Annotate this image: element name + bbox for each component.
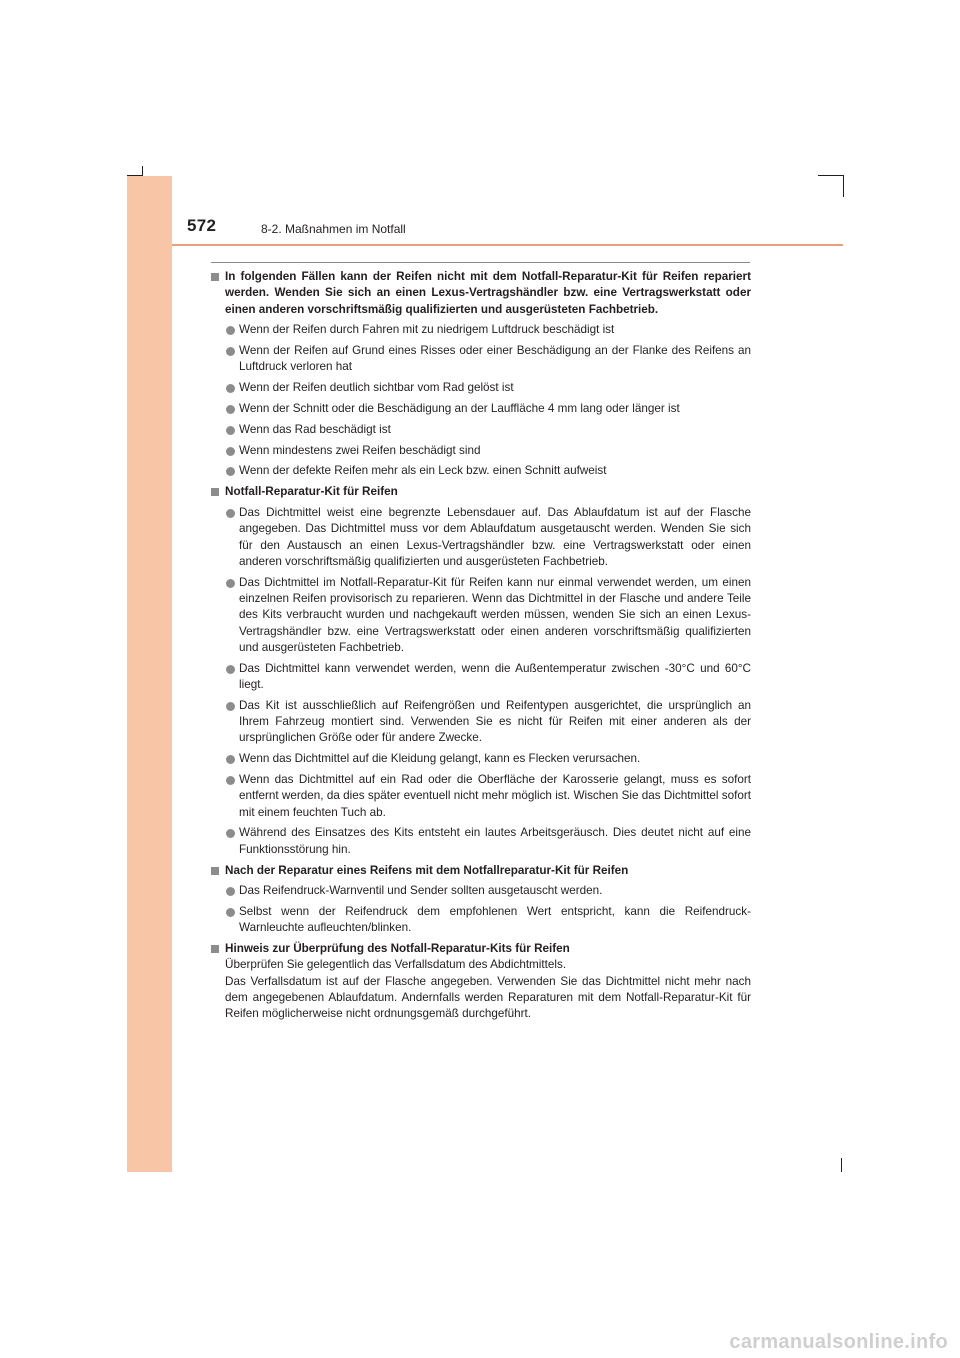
section-title: 8-2. Maßnahmen im Notfall <box>261 222 406 236</box>
list-item <box>211 422 751 438</box>
section-repair-kit <box>211 484 751 858</box>
list-item <box>211 698 751 747</box>
section-heading-row <box>211 941 751 957</box>
round-bullet-icon <box>226 347 235 356</box>
list-item-text: Wenn das Rad beschädigt ist <box>239 422 391 436</box>
list-item-text: Wenn der Reifen auf Grund eines Risses oder einer Beschädigung an der Flanke des Reifens an Luftdruck verloren hat <box>239 344 751 374</box>
list-item-text: Wenn das Dichtmittel auf die Kleidung gelangt, kann es Flecken verursachen. <box>239 752 641 766</box>
crop-mark-top-right <box>818 175 844 176</box>
section-kit-check-note <box>211 941 751 1022</box>
content-top-rule <box>211 262 750 263</box>
list-item <box>211 904 751 937</box>
list-item <box>211 443 751 459</box>
section-after-repair <box>211 863 751 937</box>
list-item-text: Wenn der defekte Reifen mehr als ein Leck bzw. einen Schnitt aufweist <box>239 464 607 478</box>
round-bullet-icon <box>226 776 235 785</box>
list-item <box>211 380 751 396</box>
list-item <box>211 883 751 899</box>
square-bullet-icon <box>211 273 219 281</box>
crop-mark-top-left <box>127 175 143 176</box>
chapter-tab-strip <box>127 176 172 1172</box>
round-bullet-icon <box>226 447 235 456</box>
list-item <box>211 322 751 338</box>
section-heading-row <box>211 484 751 500</box>
square-bullet-icon <box>211 867 219 875</box>
header-rule <box>172 244 843 246</box>
list-item <box>211 825 751 858</box>
round-bullet-icon <box>226 384 235 393</box>
square-bullet-icon <box>211 488 219 496</box>
list-item-text: Das Dichtmittel weist eine begrenzte Lebensdauer auf. Das Ablaufdatum ist auf der Flasche angegeben. Das Dichtmittel muss vor dem Ablaufdatum ausgetauscht werden. Wenden Sie sich für den Austausch an einen Lexus-Vertragshändler bzw. eine Vertragswerkstatt oder einen anderen vorschriftsmäßig qualifizierten und ausgerüsteten Fachbetrieb. <box>239 506 751 568</box>
list-item-text: Wenn der Reifen deutlich sichtbar vom Rad gelöst ist <box>239 381 514 395</box>
watermark-text: carmanualsonline.info <box>729 1331 948 1353</box>
crop-mark-top-left-vertical <box>142 166 143 176</box>
page-number: 572 <box>187 216 217 235</box>
list-item-text: Das Reifendruck-Warnventil und Sender sollten ausgetauscht werden. <box>239 884 603 898</box>
round-bullet-icon <box>226 467 235 476</box>
section-paragraph <box>211 957 751 1022</box>
section-repair-not-possible <box>211 269 751 480</box>
round-bullet-icon <box>226 908 235 917</box>
list-item-text: Das Dichtmittel kann verwendet werden, wenn die Außentemperatur zwischen -30°C und 60°C liegt. <box>239 661 751 692</box>
section-heading-row <box>211 269 751 318</box>
list-item <box>211 343 751 376</box>
list-item <box>211 463 751 479</box>
round-bullet-icon <box>226 829 235 838</box>
list-item <box>211 401 751 417</box>
round-bullet-icon <box>226 326 235 335</box>
list-item-text: Selbst wenn der Reifendruck dem empfohlenen Wert entspricht, kann die Reifendruck-Warnleuchte aufleuchten/blinken. <box>239 905 751 935</box>
section-heading: Nach der Reparatur eines Reifens mit dem Notfallreparatur-Kit für Reifen <box>225 863 629 877</box>
list-item-text: Wenn das Dichtmittel auf ein Rad oder die Oberfläche der Karosserie gelangt, muss es sofort entfernt werden, da dies später eventuell nicht mehr möglich ist. Wischen Sie das Dichtmittel sofort mit einem feuchten Tuch ab. <box>239 773 751 819</box>
section-heading: In folgenden Fällen kann der Reifen nicht mit dem Notfall-Reparatur-Kit für Reifen repariert werden. Wenden Sie sich an einen Lexus-Vertragshändler bzw. eine Vertragswerkstatt oder einen anderen vorschriftsmäßig qualifizierten und ausgerüsteten Fachbetrieb. <box>225 270 751 316</box>
crop-mark-bottom-right <box>841 1158 842 1172</box>
list-item-text: Wenn der Schnitt oder die Beschädigung an der Lauffläche 4 mm lang oder länger ist <box>239 402 680 416</box>
section-heading-row <box>211 863 751 879</box>
list-item-text: Wenn mindestens zwei Reifen beschädigt sind <box>239 443 481 457</box>
round-bullet-icon <box>226 887 235 896</box>
list-item <box>211 661 751 694</box>
square-bullet-icon <box>211 945 219 953</box>
list-item-text: Wenn der Reifen durch Fahren mit zu niedrigem Luftdruck beschädigt ist <box>239 323 615 337</box>
round-bullet-icon <box>226 509 235 518</box>
list-item <box>211 575 751 656</box>
crop-mark-top-right-vertical <box>843 175 844 197</box>
list-item-text: Das Kit ist ausschließlich auf Reifengrößen und Reifentypen ausgerichtet, die ursprünglich an Ihrem Fahrzeug montiert sind. Verwenden Sie es nicht für Reifen mit einer anderen als der ursprünglichen Größe oder für andere Zwecke. <box>239 698 751 745</box>
round-bullet-icon <box>226 405 235 414</box>
list-item-text: Während des Einsatzes des Kits entsteht ein lautes Arbeitsgeräusch. Dies deutet nicht auf eine Funktionsstörung hin. <box>239 826 751 856</box>
list-item-text: Das Dichtmittel im Notfall-Reparatur-Kit für Reifen kann nur einmal verwendet werden, um einen einzelnen Reifen provisorisch zu reparieren. Wenn das Dichtmittel in der Flasche und andere Teile des Kits verbraucht wurden und nachgekauft werden müssen, wenden Sie sich an einen Lexus-Vertragshändler bzw. eine Vertragswerkstatt oder einen anderen vorschriftsmäßig qualifizierten und ausgerüsteten Fachbetrieb. <box>239 575 751 654</box>
round-bullet-icon <box>226 702 235 711</box>
list-item <box>211 772 751 821</box>
list-item <box>211 505 751 570</box>
content-body <box>211 269 751 1027</box>
section-heading: Notfall-Reparatur-Kit für Reifen <box>225 485 398 499</box>
paragraph-line: Überprüfen Sie gelegentlich das Verfallsdatum des Abdichtmittels. <box>225 958 567 972</box>
paragraph-line: Das Verfallsdatum ist auf der Flasche angegeben. Verwenden Sie das Dichtmittel nicht mehr nach dem angegebenen Ablaufdatum. Andernfalls werden Reparaturen mit dem Notfall-Reparatur-Kit für Reifen möglicherweise nicht ordnungsgemäß durchgeführt. <box>225 974 751 1021</box>
round-bullet-icon <box>226 579 235 588</box>
list-item <box>211 751 751 767</box>
round-bullet-icon <box>226 426 235 435</box>
section-heading: Hinweis zur Überprüfung des Notfall-Reparatur-Kits für Reifen <box>225 942 570 956</box>
round-bullet-icon <box>226 755 235 764</box>
round-bullet-icon <box>226 665 235 674</box>
